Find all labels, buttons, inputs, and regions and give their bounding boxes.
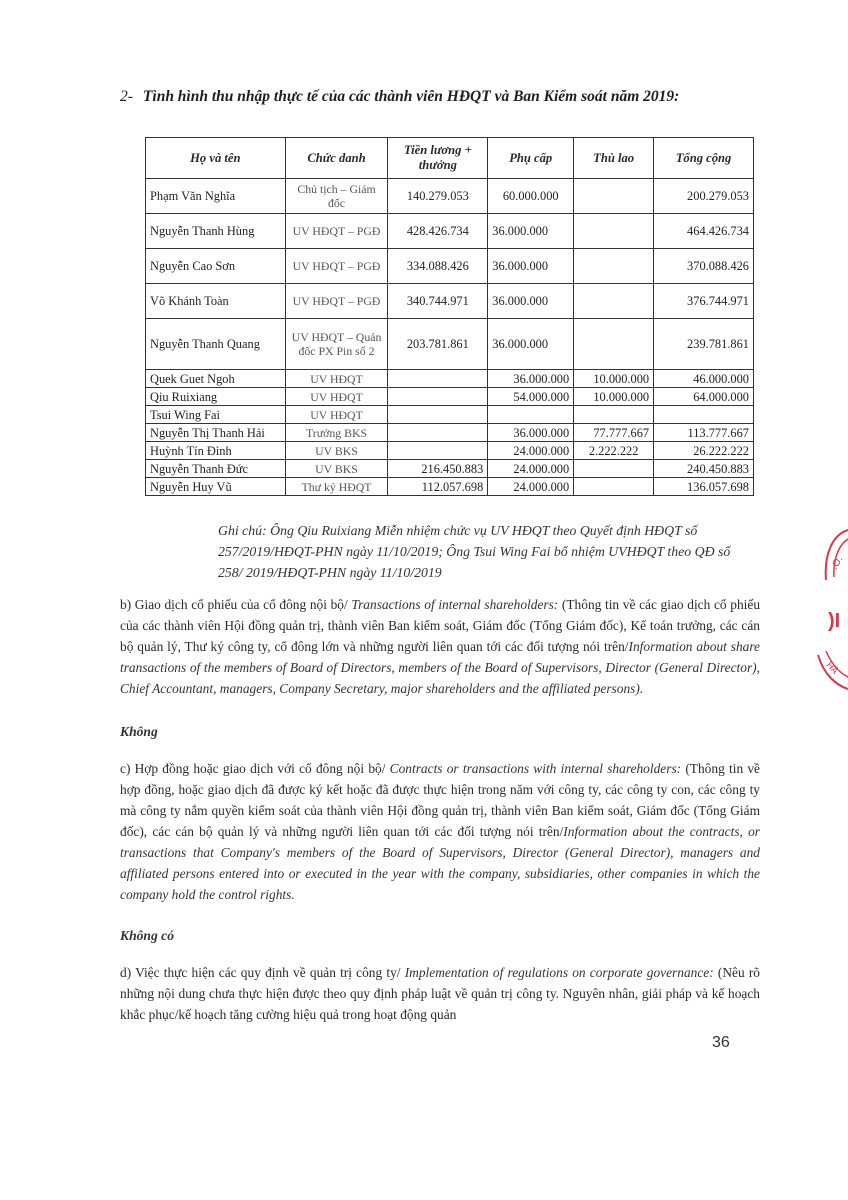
table-header-row <box>146 138 754 179</box>
table-row <box>146 319 754 370</box>
cell-position: UV BKS <box>285 460 388 478</box>
table-note: Ghi chú: Ông Qiu Ruixiang Miễn nhiệm chức vụ UV HĐQT theo Quyết định HĐQT số 257/2019/HĐQT-PHN ngày 11/10/2019; Ông Tsui Wing Fai bổ nhiệm UVHĐQT theo QĐ số 258/ 2019/HĐQT-PHN ngày 11/10/2019 <box>218 523 731 580</box>
cell-position: UV HĐQT <box>285 388 388 406</box>
cell-name: Nguyễn Thị Thanh Hải <box>146 424 286 442</box>
cell-salary <box>388 442 488 460</box>
cell-remuneration: 77.777.667 <box>574 424 654 442</box>
paragraph-body-vi: (Nêu rõ những nội dung chưa thực hiện được theo quy định pháp luật về quản trị công ty. Nguyên nhân, giải pháp và kế hoạch khắc phục/kế hoạch tăng cường hiệu quả trong hoạt động quản <box>120 965 760 1022</box>
paragraph-lead-en: Contracts or transactions with internal shareholders: <box>389 761 682 776</box>
cell-allowance: 36.000.000 <box>488 249 574 284</box>
paragraph-governance <box>120 962 760 1025</box>
cell-name: Nguyễn Huy Vũ <box>146 478 286 496</box>
cell-remuneration <box>574 214 654 249</box>
table-row <box>146 478 754 496</box>
cell-salary <box>388 424 488 442</box>
cell-allowance: 36.000.000 <box>488 424 574 442</box>
cell-position: UV HĐQT – PGĐ <box>285 249 388 284</box>
cell-position: Chủ tịch – Giám đốc <box>285 179 388 214</box>
table-row <box>146 406 754 424</box>
cell-allowance: 54.000.000 <box>488 388 574 406</box>
cell-salary: 216.450.883 <box>388 460 488 478</box>
cell-position: Trưởng BKS <box>285 424 388 442</box>
table-row <box>146 460 754 478</box>
cell-allowance: 24.000.000 <box>488 460 574 478</box>
cell-position: UV BKS <box>285 442 388 460</box>
cell-salary: 428.426.734 <box>388 214 488 249</box>
cell-allowance: 36.000.000 <box>488 370 574 388</box>
cell-salary <box>388 388 488 406</box>
paragraph-lead-en: Implementation of regulations on corporate governance: <box>404 965 714 980</box>
paragraph-share-transactions <box>120 594 760 699</box>
answer-contracts: Không có <box>120 928 175 943</box>
svg-text:HÀ: HÀ <box>824 659 841 676</box>
cell-name: Võ Khánh Toàn <box>146 284 286 319</box>
table-row <box>146 388 754 406</box>
table-row <box>146 370 754 388</box>
cell-remuneration <box>574 284 654 319</box>
cell-remuneration <box>574 478 654 496</box>
cell-name: Nguyễn Thanh Quang <box>146 319 286 370</box>
cell-name: Phạm Văn Nghĩa <box>146 179 286 214</box>
cell-name: Nguyễn Thanh Hùng <box>146 214 286 249</box>
cell-name: Tsui Wing Fai <box>146 406 286 424</box>
cell-total: 239.781.861 <box>654 319 754 370</box>
cell-allowance: 60.000.000 <box>488 179 574 214</box>
paragraph-contracts <box>120 758 760 905</box>
table-row <box>146 214 754 249</box>
cell-allowance: 36.000.000 <box>488 319 574 370</box>
cell-name: Qiu Ruixiang <box>146 388 286 406</box>
header-salary: Tiền lương + thưởng <box>388 138 488 179</box>
paragraph-body-vi: (Thông tin về các giao dịch cổ phiếu của các thành viên Hội đồng quản trị, thành viên Ban kiểm soát, Giám đốc (Tổng Giám đốc), Kế toán trưởng, các cán bộ quản lý, Thư ký công ty, cổ đông lớn và những người liên quan tới các đối tượng nói trên/ <box>120 597 761 654</box>
section-heading <box>120 88 760 106</box>
cell-position: UV HĐQT <box>285 370 388 388</box>
red-stamp-partial <box>814 525 848 695</box>
cell-total: 370.088.426 <box>654 249 754 284</box>
cell-remuneration <box>574 460 654 478</box>
cell-name: Quek Guet Ngoh <box>146 370 286 388</box>
table-row <box>146 249 754 284</box>
section-title: Tình hình thu nhập thực tế của các thành viên HĐQT và Ban Kiểm soát năm 2019: <box>142 88 680 105</box>
header-remuneration: Thù lao <box>574 138 654 179</box>
cell-remuneration: 10.000.000 <box>574 388 654 406</box>
table-row <box>146 424 754 442</box>
svg-text:)I: )I <box>828 610 841 632</box>
cell-position: UV HĐQT – PGĐ <box>285 214 388 249</box>
cell-salary: 334.088.426 <box>388 249 488 284</box>
paragraph-body-en: Information about share transactions of the members of Board of Directors, members of the Board of Supervisors, Director (General Director), Chief Accountant, managers, Company Secretary, major shareholders and the affiliated persons). <box>120 639 760 696</box>
cell-position: UV HĐQT <box>285 406 388 424</box>
table-row <box>146 442 754 460</box>
cell-remuneration <box>574 319 654 370</box>
answer-share-transactions: Không <box>120 724 158 739</box>
table-row <box>146 284 754 319</box>
cell-total: 113.777.667 <box>654 424 754 442</box>
cell-position: Thư ký HĐQT <box>285 478 388 496</box>
cell-total: 464.426.734 <box>654 214 754 249</box>
cell-total: 64.000.000 <box>654 388 754 406</box>
cell-remuneration <box>574 406 654 424</box>
cell-remuneration <box>574 179 654 214</box>
cell-total: 26.222.222 <box>654 442 754 460</box>
cell-allowance: 36.000.000 <box>488 284 574 319</box>
cell-total: 240.450.883 <box>654 460 754 478</box>
page-number: 36 <box>712 1034 730 1051</box>
table-row <box>146 179 754 214</box>
paragraph-body-vi: (Thông tin về hợp đồng, hoặc giao dịch đã được ký kết hoặc đã được thực hiện trong năm với công ty, các công ty con, các công ty mà công ty nắm quyền kiểm soát của thành viên Hội đồng quản trị, thành viên Ban kiểm soát, Giám đốc (Tổng Giám đốc), các cán bộ quản lý và những người liên quan tới các đối tượng nói trên/ <box>120 761 761 839</box>
income-table <box>145 137 754 496</box>
cell-total: 200.279.053 <box>654 179 754 214</box>
paragraph-lead: b) Giao dịch cổ phiếu của cổ đông nội bộ/ <box>120 597 352 612</box>
cell-total: 136.057.698 <box>654 478 754 496</box>
cell-name: Nguyễn Thanh Đức <box>146 460 286 478</box>
cell-salary: 203.781.861 <box>388 319 488 370</box>
cell-allowance: 36.000.000 <box>488 214 574 249</box>
cell-allowance <box>488 406 574 424</box>
cell-remuneration: 2.222.222 <box>574 442 654 460</box>
paragraph-lead-en: Transactions of internal shareholders: <box>351 597 559 612</box>
header-total: Tổng cộng <box>654 138 754 179</box>
cell-allowance: 24.000.000 <box>488 442 574 460</box>
cell-salary <box>388 406 488 424</box>
paragraph-lead: c) Hợp đồng hoặc giao dịch với cổ đông nội bộ/ <box>120 761 390 776</box>
paragraph-lead: d) Việc thực hiện các quy định về quản trị công ty/ <box>120 965 405 980</box>
cell-salary <box>388 370 488 388</box>
cell-total: 46.000.000 <box>654 370 754 388</box>
cell-remuneration <box>574 249 654 284</box>
cell-allowance: 24.000.000 <box>488 478 574 496</box>
cell-salary: 140.279.053 <box>388 179 488 214</box>
cell-position: UV HĐQT – PGĐ <box>285 284 388 319</box>
paragraph-body-en: Information about the contracts, or transactions that Company's members of the Board of Supervisors, Director (General Director), managers and affiliated persons entered into or executed in the year with the company, subsidiaries, other companies in which the company hold the control rights. <box>120 824 761 902</box>
cell-remuneration: 10.000.000 <box>574 370 654 388</box>
section-number: 2- <box>120 88 133 105</box>
cell-name: Huỳnh Tín Đình <box>146 442 286 460</box>
header-position: Chức danh <box>285 138 388 179</box>
cell-salary: 340.744.971 <box>388 284 488 319</box>
cell-name: Nguyễn Cao Sơn <box>146 249 286 284</box>
cell-total <box>654 406 754 424</box>
header-allowance: Phụ cấp <box>488 138 574 179</box>
header-name: Họ và tên <box>146 138 286 179</box>
cell-salary: 112.057.698 <box>388 478 488 496</box>
cell-position: UV HĐQT – Quản đốc PX Pin số 2 <box>285 319 388 370</box>
cell-total: 376.744.971 <box>654 284 754 319</box>
svg-text:.O.: .O. <box>829 554 846 572</box>
